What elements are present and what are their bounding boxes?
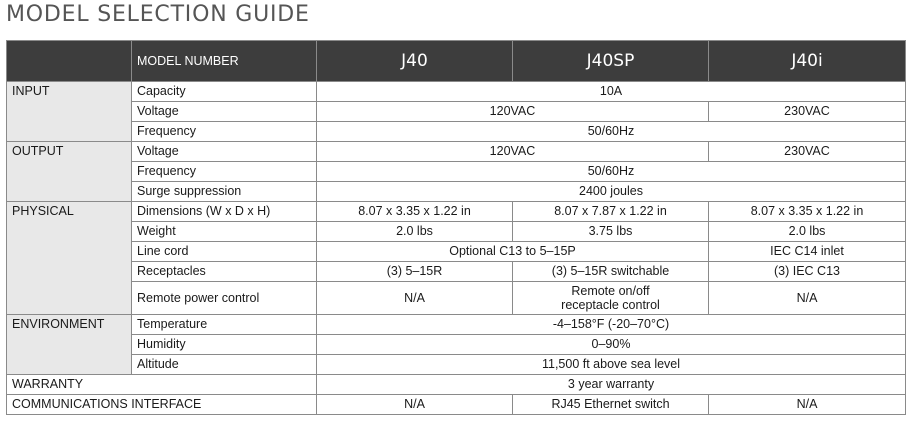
param-label: Dimensions (W x D x H)	[132, 202, 317, 222]
value-cell: RJ45 Ethernet switch	[513, 395, 709, 415]
table-row	[7, 162, 906, 182]
value-cell: 11,500 ft above sea level	[317, 355, 906, 375]
value-cell: 230VAC	[709, 142, 906, 162]
value-cell: 8.07 x 3.35 x 1.22 in	[709, 202, 906, 222]
header-model-j40sp: J40SP	[513, 41, 709, 82]
param-label: Weight	[132, 222, 317, 242]
value-cell: N/A	[317, 395, 513, 415]
category-warranty: WARRANTY	[7, 375, 317, 395]
category-physical: PHYSICAL	[7, 202, 132, 315]
param-label: Surge suppression	[132, 182, 317, 202]
header-model-j40i: J40i	[709, 41, 906, 82]
value-cell: 120VAC	[317, 102, 709, 122]
param-label: Line cord	[132, 242, 317, 262]
model-selection-table	[6, 40, 906, 415]
table-row	[7, 142, 906, 162]
table-row	[7, 282, 906, 315]
param-label: Frequency	[132, 122, 317, 142]
param-label: Capacity	[132, 82, 317, 102]
table-row	[7, 122, 906, 142]
value-cell: (3) 5–15R	[317, 262, 513, 282]
value-cell: 50/60Hz	[317, 162, 906, 182]
value-cell-multiline	[513, 282, 709, 315]
value-cell: N/A	[709, 395, 906, 415]
table-row	[7, 182, 906, 202]
param-label: Altitude	[132, 355, 317, 375]
category-communications: COMMUNICATIONS INTERFACE	[7, 395, 317, 415]
value-cell: 3.75 lbs	[513, 222, 709, 242]
value-cell: (3) 5–15R switchable	[513, 262, 709, 282]
value-cell: 2.0 lbs	[709, 222, 906, 242]
table-row	[7, 395, 906, 415]
value-cell: 3 year warranty	[317, 375, 906, 395]
value-cell: 230VAC	[709, 102, 906, 122]
value-cell: -4–158°F (-20–70°C)	[317, 315, 906, 335]
value-cell: 0–90%	[317, 335, 906, 355]
table-row	[7, 375, 906, 395]
value-cell: 50/60Hz	[317, 122, 906, 142]
param-label: Frequency	[132, 162, 317, 182]
value-cell: 2.0 lbs	[317, 222, 513, 242]
param-label: Remote power control	[132, 282, 317, 315]
header-model-number: MODEL NUMBER	[132, 41, 317, 82]
header-model-j40: J40	[317, 41, 513, 82]
value-cell: 10A	[317, 82, 906, 102]
value-cell: 8.07 x 3.35 x 1.22 in	[317, 202, 513, 222]
header-spacer	[7, 41, 132, 82]
value-line: Remote on/off	[571, 284, 650, 298]
value-cell: Optional C13 to 5–15P	[317, 242, 709, 262]
value-line: receptacle control	[561, 298, 660, 312]
param-label: Humidity	[132, 335, 317, 355]
table-row	[7, 315, 906, 335]
table-header-row	[7, 41, 906, 82]
table-row	[7, 262, 906, 282]
table-row	[7, 355, 906, 375]
table-row	[7, 242, 906, 262]
value-cell: IEC C14 inlet	[709, 242, 906, 262]
page-title: MODEL SELECTION GUIDE	[6, 2, 310, 27]
category-output: OUTPUT	[7, 142, 132, 202]
param-label: Voltage	[132, 142, 317, 162]
value-cell: N/A	[317, 282, 513, 315]
table-row	[7, 102, 906, 122]
value-cell: 2400 joules	[317, 182, 906, 202]
table-row	[7, 335, 906, 355]
value-cell: (3) IEC C13	[709, 262, 906, 282]
value-cell: N/A	[709, 282, 906, 315]
table-row	[7, 202, 906, 222]
value-cell: 8.07 x 7.87 x 1.22 in	[513, 202, 709, 222]
category-input: INPUT	[7, 82, 132, 142]
value-cell: 120VAC	[317, 142, 709, 162]
category-environment: ENVIRONMENT	[7, 315, 132, 375]
table-row	[7, 222, 906, 242]
param-label: Temperature	[132, 315, 317, 335]
table-row	[7, 82, 906, 102]
param-label: Voltage	[132, 102, 317, 122]
param-label: Receptacles	[132, 262, 317, 282]
